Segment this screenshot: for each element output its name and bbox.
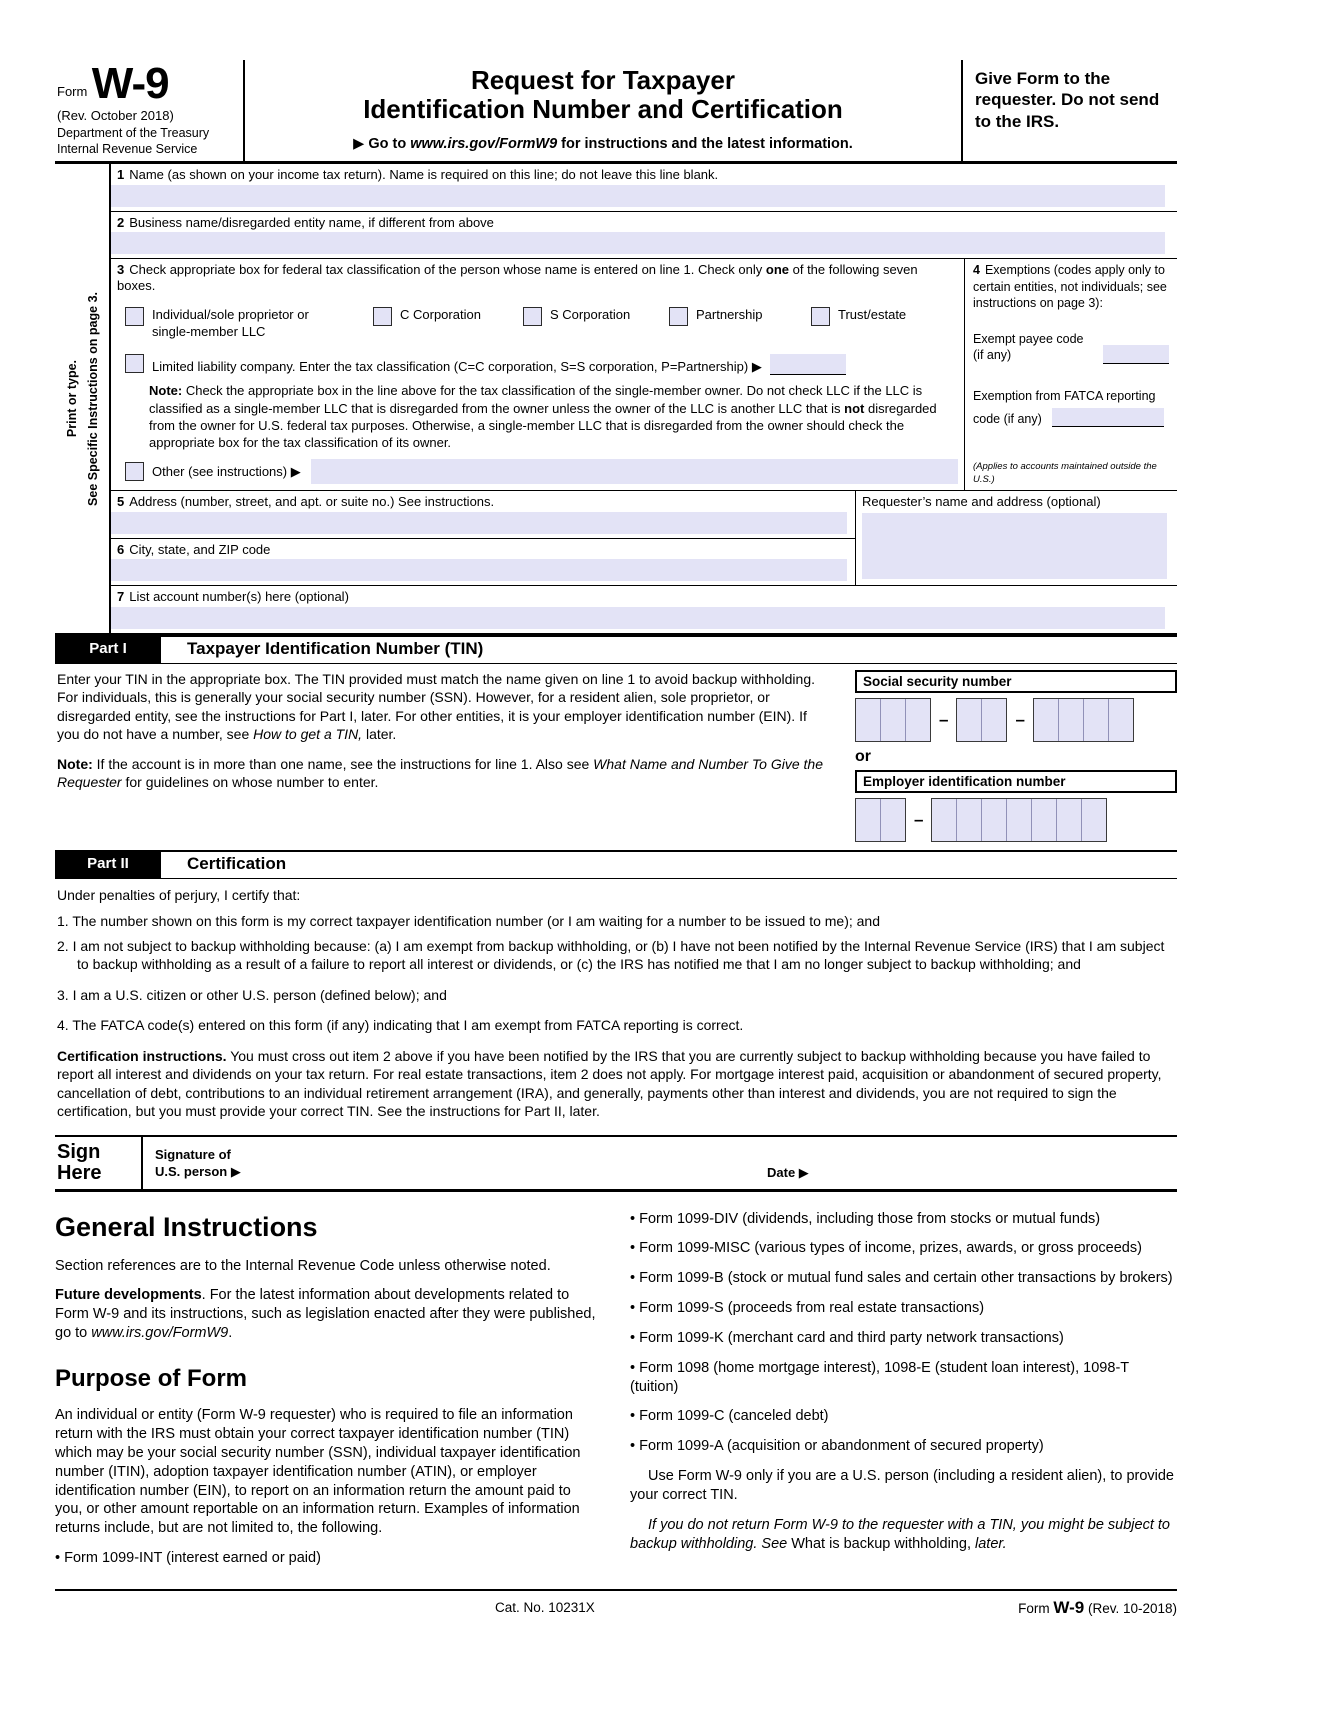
ein-label: Employer identification number [855,770,1177,793]
bullet-1098: • Form 1098 (home mortgage interest), 1098-E (student loan interest), 1098-T (tuition) [630,1359,1129,1395]
general-instructions-heading: General Instructions [55,1211,318,1242]
llc-note-bold: Note: [149,383,183,399]
ssn-cells [855,698,1177,742]
llc-note [149,382,954,451]
tin-paragraph-b: later. [362,726,397,743]
line2-label [111,212,1177,232]
line4-label [973,262,1169,311]
checkbox-c-corporation[interactable] [373,307,392,326]
checkbox-trust-estate-label: Trust/estate [838,306,907,322]
future-developments-url: www.irs.gov/FormW9 [91,1325,229,1342]
requester-input[interactable] [862,513,1167,580]
bullet-1099-div: • Form 1099-DIV (dividends, including those from stocks or mutual funds) [630,1210,1101,1227]
ein-dash: – [914,809,924,829]
sign-here-label [55,1137,143,1189]
backup-withholding-roman: What is backup withholding, [791,1535,971,1552]
certification-item-1: 1. The number shown on this form is my correct taxpayer identification number (or I am waiting for a number to be issued to me); and [57,913,881,930]
exempt-payee-label: Exempt payee code (if any) [973,332,1084,363]
footer-form-word: Form [1018,1600,1050,1616]
line5-text: Address (number, street, and apt. or suite no.) See instructions. [129,494,495,510]
line1-number: 1 [117,167,125,183]
ssn-cell[interactable] [957,699,981,741]
checkbox-item-c-corp [373,307,523,326]
part2-title: Certification [187,853,287,873]
address-input[interactable] [111,512,847,534]
ein-cell[interactable] [1031,799,1056,841]
business-name-input[interactable] [111,232,1165,254]
checkbox-c-corp-label: C Corporation [400,306,481,322]
checkbox-item-individual [125,307,373,341]
checkbox-llc[interactable] [125,354,144,373]
here-word: Here [57,1161,102,1184]
form-number: W-9 [91,59,169,108]
instructions-right-column [630,1208,1177,1579]
exempt-payee-line [973,331,1169,364]
goto-url: www.irs.gov/FormW9 [410,136,558,153]
line2-row [111,212,1177,260]
line1-text: Name (as shown on your income tax return). Name is required on this line; do not leave this line blank. [129,167,719,183]
future-developments-text: . For the latest information about developments related to Form W-9 and its instructions, such as legislation enacted after they were published, go to [55,1287,596,1342]
city-state-zip-input[interactable] [111,559,847,581]
ssn-cell[interactable] [880,699,905,741]
signature-label [143,1137,241,1189]
fatca-code-input[interactable] [1052,408,1164,427]
give-form-note: Give Form to the requester. Do not send to the IRS. [975,69,1160,131]
ein-cell[interactable] [856,799,880,841]
ssn-cell[interactable] [1034,699,1058,741]
print-or-type-label: Print or type. [64,359,79,438]
ssn-cell[interactable] [1083,699,1108,741]
part1-tag: Part I [55,637,161,663]
tin-note-a: If the account is in more than one name, see the instructions for line 1. Also see [92,755,594,772]
other-checkbox-row [125,459,964,484]
sign-here-row [55,1135,1177,1192]
general-instructions [55,1192,1177,1579]
signature-label-line2: U.S. person ▶ [155,1164,241,1180]
section-references-paragraph: Section references are to the Internal Revenue Code unless otherwise noted. [55,1257,551,1274]
catalog-number: Cat. No. 10231X [495,1599,595,1615]
llc-checkbox-row [125,354,964,375]
llc-classification-input[interactable] [770,354,846,375]
department-line1: Department of the Treasury [57,126,210,140]
line3-label [111,259,964,294]
checkbox-s-corp-label: S Corporation [550,306,631,322]
tin-paragraph [57,670,825,744]
form-title-block [245,60,963,161]
ein-cell[interactable] [1056,799,1081,841]
footer-form-id [1018,1598,1177,1618]
form-header [55,60,1177,164]
checkbox-partnership-label: Partnership [696,306,763,322]
classification-checkbox-row [125,307,964,341]
line7-label [111,586,1177,606]
part2-tag: Part II [55,852,161,878]
ssn-dash2: – [1015,709,1025,729]
or-label: or [855,747,871,765]
line3-text-c: of the following seven boxes. [117,262,918,294]
backup-withholding-italic-a: If you do not return Form W-9 to the requester with a TIN, you might be subject to backup withholding. See [630,1516,1170,1552]
line4-number: 4 [973,263,980,278]
checkbox-partnership[interactable] [669,307,688,326]
ein-cell[interactable] [956,799,981,841]
form-identity-block [55,60,245,161]
bullet-1099-s: • Form 1099-S (proceeds from real estate transactions) [630,1300,985,1317]
certification-instructions-text: You must cross out item 2 above if you have been notified by the IRS that you are currently subject to backup withholding because you have failed to report all interest and dividends on your tax return. For real estate transactions, item 2 does not apply. For mortgage interest paid, acquisition or abandonment of secured property, cancellation of debt, contributions to an individual retirement arrangement (IRA), and generally, payments other than interest and dividends, you are not required to sign the certification, but you must provide your correct TIN. See the instructions for Part II, later. [57,1047,1162,1120]
requester-label: Requester’s name and address (optional) [862,494,1101,510]
form-title-line1: Request for Taxpayer [471,65,735,95]
bullet-1099-k: • Form 1099-K (merchant card and third party network transactions) [630,1329,1064,1346]
exempt-payee-code-input[interactable] [1103,345,1169,364]
checkbox-item-partnership [669,307,811,326]
line3-text-a: Check appropriate box for federal tax classification of the person whose name is entered on line 1. Check only [129,262,766,278]
other-label: Other (see instructions) ▶ [152,463,301,479]
certification-item-3: 3. I am a U.S. citizen or other U.S. person (defined below); and [57,986,447,1003]
arrow-icon: ▶ Go to [353,136,411,153]
tin-note-bold: Note: [57,755,93,772]
line5-number: 5 [117,494,125,510]
tin-paragraph-italic: How to get a TIN, [253,726,363,743]
ein-group2 [931,798,1107,842]
ein-group1 [855,798,906,842]
classification-section [111,259,965,490]
ssn-cell[interactable] [1058,699,1083,741]
line6-row [111,539,855,582]
line7-number: 7 [117,589,125,605]
purpose-of-form-heading: Purpose of Form [55,1364,248,1392]
ssn-cell[interactable] [905,699,930,741]
ssn-group2 [956,698,1007,742]
ein-cell[interactable] [932,799,956,841]
checkbox-other[interactable] [125,462,144,481]
ein-cell[interactable] [981,799,1006,841]
line6-number: 6 [117,541,125,557]
footer-revision: (Rev. 10-2018) [1087,1600,1177,1616]
certification-instructions [57,1047,1177,1121]
exemptions-section [965,259,1177,490]
backup-withholding-paragraph [630,1516,1177,1554]
goto-suffix: for instructions and the latest information. [557,136,853,153]
line7-row [111,586,1177,629]
use-form-paragraph: Use Form W-9 only if you are a U.S. person (including a resident alien), to provide your correct TIN. [630,1468,1175,1503]
checkbox-trust-estate[interactable] [811,307,830,326]
llc-note-text1: Check the appropriate box in the line above for the tax classification of the single-member owner. Do not check LLC if the LLC is classified as a single-member LLC that is disregarded from the owner unless the owner of the LLC is another LLC that is [149,383,923,416]
part1-bar [55,635,1177,664]
side-instructions [55,164,111,633]
address-column [111,491,856,585]
certification-instructions-bold: Certification instructions. [57,1047,227,1064]
bullet-1099-c: • Form 1099-C (canceled debt) [630,1408,829,1425]
other-input[interactable] [311,459,958,484]
bullet-1099-int: • Form 1099-INT (interest earned or paid) [55,1550,321,1567]
line5-label [111,491,855,511]
see-instructions-label: See Specific Instructions on page 3. [85,291,100,506]
certification-intro: Under penalties of perjury, I certify that: [57,886,301,903]
llc-note-bold2: not [844,400,865,416]
tin-column [825,670,1177,842]
line2-text: Business name/disregarded entity name, if different from above [129,214,494,230]
checkbox-individual-label: Individual/sole proprietor or single-member LLC [152,306,309,339]
part2-body [55,879,1177,1129]
sign-word: Sign [57,1140,101,1163]
line1-row [111,164,1177,212]
backup-withholding-italic-b: later. [970,1535,1007,1552]
bullet-1099-a: • Form 1099-A (acquisition or abandonment of secured property) [630,1438,1044,1455]
applies-note: (Applies to accounts maintained outside the U.S.) [973,461,1157,485]
fields-rows [111,164,1177,633]
purpose-paragraph: An individual or entity (Form W-9 requester) who is required to file an information return with the IRS must obtain your correct taxpayer identification number (TIN) which may be your social security number (SSN), individual taxpayer identification number (ITIN), adoption taxpayer identification number (ATIN), or employer identification number (EIN), to report on an information return the amount paid to you, or other amount reportable on an information return. Examples of information returns include, but are not limited to, the following. [55,1407,581,1537]
checkbox-item-s-corp [523,307,669,326]
future-developments-period: . [228,1325,233,1342]
ssn-group3 [1033,698,1134,742]
checkbox-individual[interactable] [125,307,144,326]
fatca-label-line2: code (if any) [973,411,1042,426]
line6-text: City, state, and ZIP code [129,541,271,557]
fatca-code-line [973,408,1169,427]
line2-number: 2 [117,214,125,230]
signature-label-line1: Signature of [155,1146,231,1162]
line7-text: List account number(s) here (optional) [129,589,349,605]
tin-note-italic: What Name and Number To Give the Requester [57,755,823,791]
ssn-cell[interactable] [981,699,1006,741]
footer-form-number: W-9 [1053,1597,1085,1617]
form-revision: (Rev. October 2018) [57,108,174,123]
tin-note-c: for guidelines on whose number to enter. [121,774,379,791]
form-title-line2: Identification Number and Certification [363,94,843,125]
ssn-cell[interactable] [1108,699,1133,741]
ssn-group1 [855,698,931,742]
ssn-label: Social security number [855,670,1177,693]
ein-cell[interactable] [1081,799,1106,841]
ssn-dash: – [939,709,949,729]
ein-cell[interactable] [1006,799,1031,841]
goto-line [253,136,953,152]
part1-text [57,670,825,842]
tin-note [57,755,825,792]
tin-paragraph-a: Enter your TIN in the appropriate box. The TIN provided must match the name given on line 1 to avoid backup withholding. For individuals, this is generally your social security number (SSN). However, for a resident alien, sole proprietor, or disregarded entity, see the instructions for Part I, later. For other entities, it is your employer identification number (EIN). If you do not have a number, see [57,670,815,743]
form-content [55,60,1177,1625]
line6-label [111,539,855,559]
line3-number: 3 [117,262,125,278]
requester-box [856,491,1177,585]
part1-body [55,664,1177,850]
form-word: Form [57,84,88,99]
line1-label [111,164,1177,184]
llc-note-text2: disregarded from the owner for U.S. federal tax purposes. Otherwise, a single-member LLC that is disregarded from the owner should check the appropriate box for the tax classification of its owner. [149,400,937,450]
future-developments-bold: Future developments [55,1287,202,1304]
part2-bar [55,850,1177,879]
date-label: Date ▶ [767,1164,809,1180]
account-numbers-input[interactable] [111,607,1165,629]
name-input[interactable] [111,185,1165,207]
address-requester-row [111,491,1177,586]
fatca-label-line1: Exemption from FATCA reporting [973,388,1156,403]
future-developments-paragraph [55,1286,602,1343]
fields-box [55,164,1177,635]
bullet-1099-b: • Form 1099-B (stock or mutual fund sales and certain other transactions by brokers) [630,1270,1173,1287]
checkbox-item-trust-estate [811,307,906,326]
instructions-left-column [55,1208,602,1579]
certification-item-4: 4. The FATCA code(s) entered on this form (if any) indicating that I am exempt from FATCA reporting is correct. [57,1017,744,1034]
ein-cells [855,798,1177,842]
department-line2: Internal Revenue Service [57,141,198,156]
classification-exemptions-row [111,259,1177,491]
certification-item-2: 2. I am not subject to backup withholding because: (a) I am exempt from backup withholding, or (b) I have not been notified by the Internal Revenue Service (IRS) that I am subject to backup withholding as a result of a failure to report all interest or dividends, or (c) the IRS has notified me that I am no longer subject to backup withholding; and [57,937,1165,973]
page-footer [55,1589,1177,1625]
ssn-cell[interactable] [856,699,880,741]
line3-text-bold: one [765,262,789,278]
ein-cell[interactable] [880,799,905,841]
bullet-1099-misc: • Form 1099-MISC (various types of income, prizes, awards, or gross proceeds) [630,1240,1142,1257]
checkbox-s-corporation[interactable] [523,307,542,326]
llc-label: Limited liability company. Enter the tax classification (C=C corporation, S=S corporation, P=Partnership) ▶ [152,359,762,375]
part1-title: Taxpayer Identification Number (TIN) [187,638,484,658]
line4-text: Exemptions (codes apply only to certain entities, not individuals; see instructions on page 3): [973,263,1167,310]
line5-row [111,491,855,539]
